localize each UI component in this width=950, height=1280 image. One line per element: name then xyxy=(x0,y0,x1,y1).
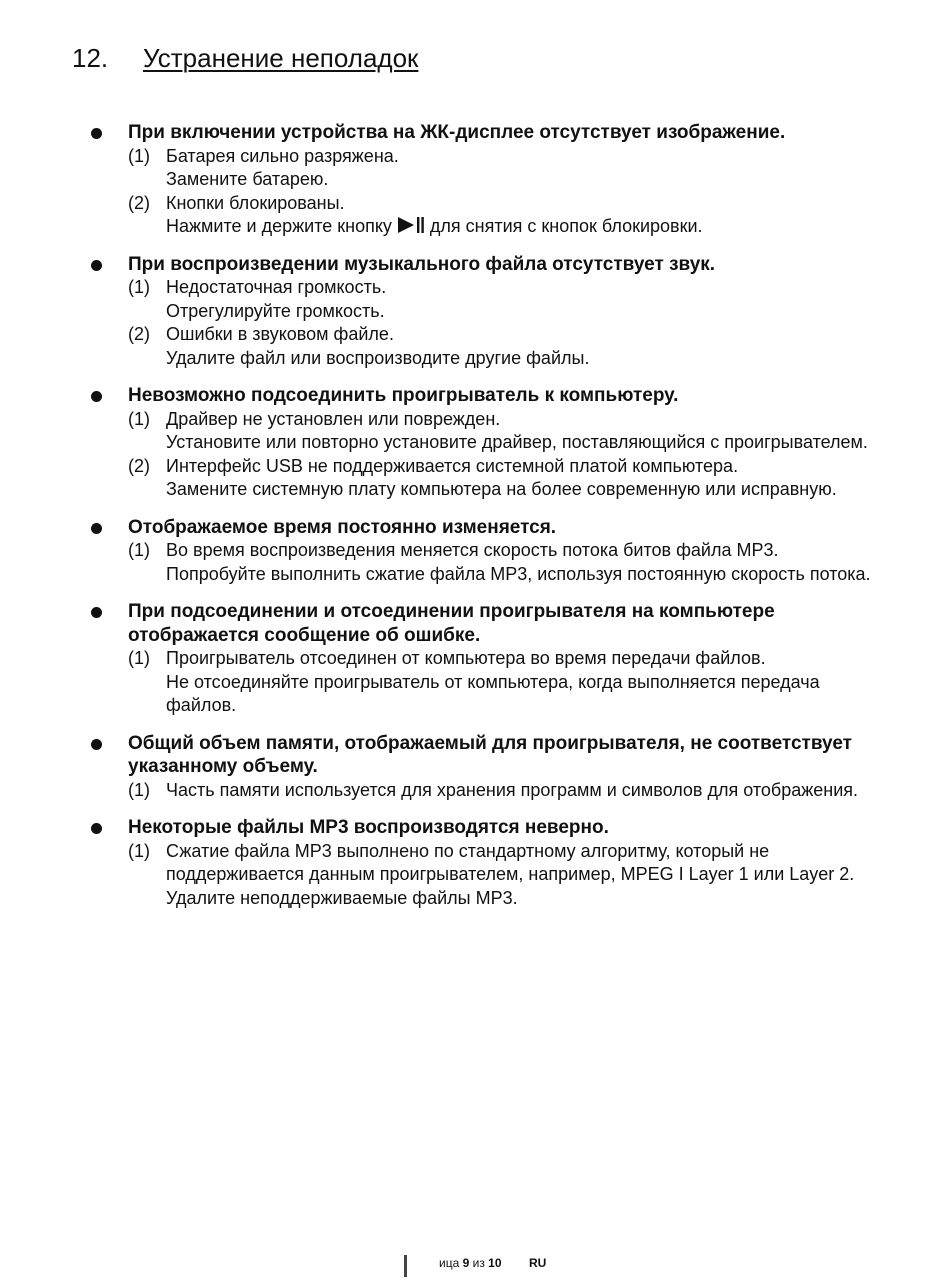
bullet-icon xyxy=(91,607,102,618)
cause-item xyxy=(0,276,876,300)
cause-text: Ошибки в звуковом файле. xyxy=(166,324,394,344)
cause-text: Часть памяти используется для хранения программ и символов для отображения. xyxy=(166,779,859,800)
cause-number: (1) xyxy=(128,648,150,668)
page-indicator xyxy=(439,1255,502,1271)
troubleshooting-entry xyxy=(0,384,950,502)
remedy-text: Отрегулируйте громкость. xyxy=(166,300,385,321)
cause-text: Батарея сильно разряжена. xyxy=(166,145,399,166)
cause-item xyxy=(0,840,876,911)
bullet-icon xyxy=(91,260,102,271)
cause-text: Сжатие файла MP3 выполнено по стандартному алгоритму, который не поддерживается данным проигрывателем, например, MPEG I Layer 1 или Layer 2. Удалите неподдерживаемые файлы MP3. xyxy=(166,840,855,908)
bullet-icon xyxy=(91,128,102,139)
remedy-text: Замените системную плату компьютера на более современную или исправную. xyxy=(166,479,837,499)
troubleshooting-entry xyxy=(0,121,950,239)
remedy-text-after: для снятия с кнопок блокировки. xyxy=(424,216,703,236)
problem-title: Невозможно подсоединить проигрыватель к компьютеру. xyxy=(128,385,679,406)
cause-number: (1) xyxy=(128,779,150,800)
problem-title: Общий объем памяти, отображаемый для проигрывателя, не соответствует указанному объему. xyxy=(128,732,852,777)
remedy-text: Не отсоединяйте проигрыватель от компьютера, когда выполняется передача файлов. xyxy=(166,671,820,715)
section-title: Устранение неполадок xyxy=(143,43,419,73)
cause-number: (2) xyxy=(128,455,150,476)
cause-item xyxy=(0,779,876,803)
cause-text: Кнопки блокированы. xyxy=(166,192,345,213)
cause-item xyxy=(0,145,876,169)
cause-number: (1) xyxy=(128,540,150,560)
cause-item xyxy=(0,647,876,671)
bullet-icon xyxy=(91,823,102,834)
cause-text: Драйвер не установлен или поврежден. xyxy=(166,408,501,429)
troubleshooting-entry xyxy=(0,516,950,587)
page-total: 10 xyxy=(488,1256,502,1270)
page-of: из xyxy=(469,1256,489,1270)
cause-text: Интерфейс USB не поддерживается системной платой компьютера. xyxy=(166,455,739,476)
troubleshooting-entry xyxy=(0,253,950,371)
cause-number: (1) xyxy=(128,840,150,861)
page-footer xyxy=(0,1252,950,1280)
troubleshooting-entry xyxy=(0,816,950,910)
play-pause-icon xyxy=(397,216,425,234)
problem-title: Некоторые файлы MP3 воспроизводятся неверно. xyxy=(128,817,609,838)
troubleshooting-entry xyxy=(0,732,950,803)
cause-number: (2) xyxy=(128,324,150,344)
remedy-text: Установите или повторно установите драйвер, поставляющийся с проигрывателем. xyxy=(166,432,868,452)
problem-title: При воспроизведении музыкального файла отсутствует звук. xyxy=(128,253,716,275)
page-prefix: ица xyxy=(439,1256,463,1270)
troubleshooting-list xyxy=(0,121,950,924)
page-current: 9 xyxy=(462,1256,470,1270)
cause-number: (2) xyxy=(128,192,150,213)
remedy-text xyxy=(0,215,876,239)
remedy-text: Замените батарею. xyxy=(166,169,329,189)
problem-title: Отображаемое время постоянно изменяется. xyxy=(128,516,557,538)
problem-title: При включении устройства на ЖК-дисплее отсутствует изображение. xyxy=(128,122,786,143)
cause-text: Во время воспроизведения меняется скорость потока битов файла MP3. xyxy=(166,540,779,560)
remedy-text: Попробуйте выполнить сжатие файла MP3, используя постоянную скорость потока. xyxy=(166,563,871,584)
cause-number: (1) xyxy=(128,408,150,429)
cause-item xyxy=(0,323,876,347)
troubleshooting-entry xyxy=(0,600,950,718)
cause-text: Недостаточная громкость. xyxy=(166,277,387,297)
cause-text: Проигрыватель отсоединен от компьютера во время передачи файлов. xyxy=(166,648,766,668)
cause-item xyxy=(0,192,876,216)
cause-number: (1) xyxy=(128,145,150,166)
section-heading xyxy=(72,42,418,74)
footer-divider xyxy=(404,1255,407,1277)
cause-item xyxy=(0,539,876,563)
section-number: 12. xyxy=(72,43,109,73)
remedy-text: Удалите файл или воспроизводите другие файлы. xyxy=(166,347,590,368)
problem-title: При подсоединении и отсоединении проигрывателя на компьютере отображается сообщение об ошибке. xyxy=(128,601,775,646)
cause-item xyxy=(0,455,876,479)
bullet-icon xyxy=(91,739,102,750)
remedy-text-before: Нажмите и держите кнопку xyxy=(166,216,397,236)
bullet-icon xyxy=(91,391,102,402)
cause-number: (1) xyxy=(128,277,150,297)
bullet-icon xyxy=(91,523,102,534)
language-code: RU xyxy=(529,1256,547,1270)
cause-item xyxy=(0,408,876,432)
